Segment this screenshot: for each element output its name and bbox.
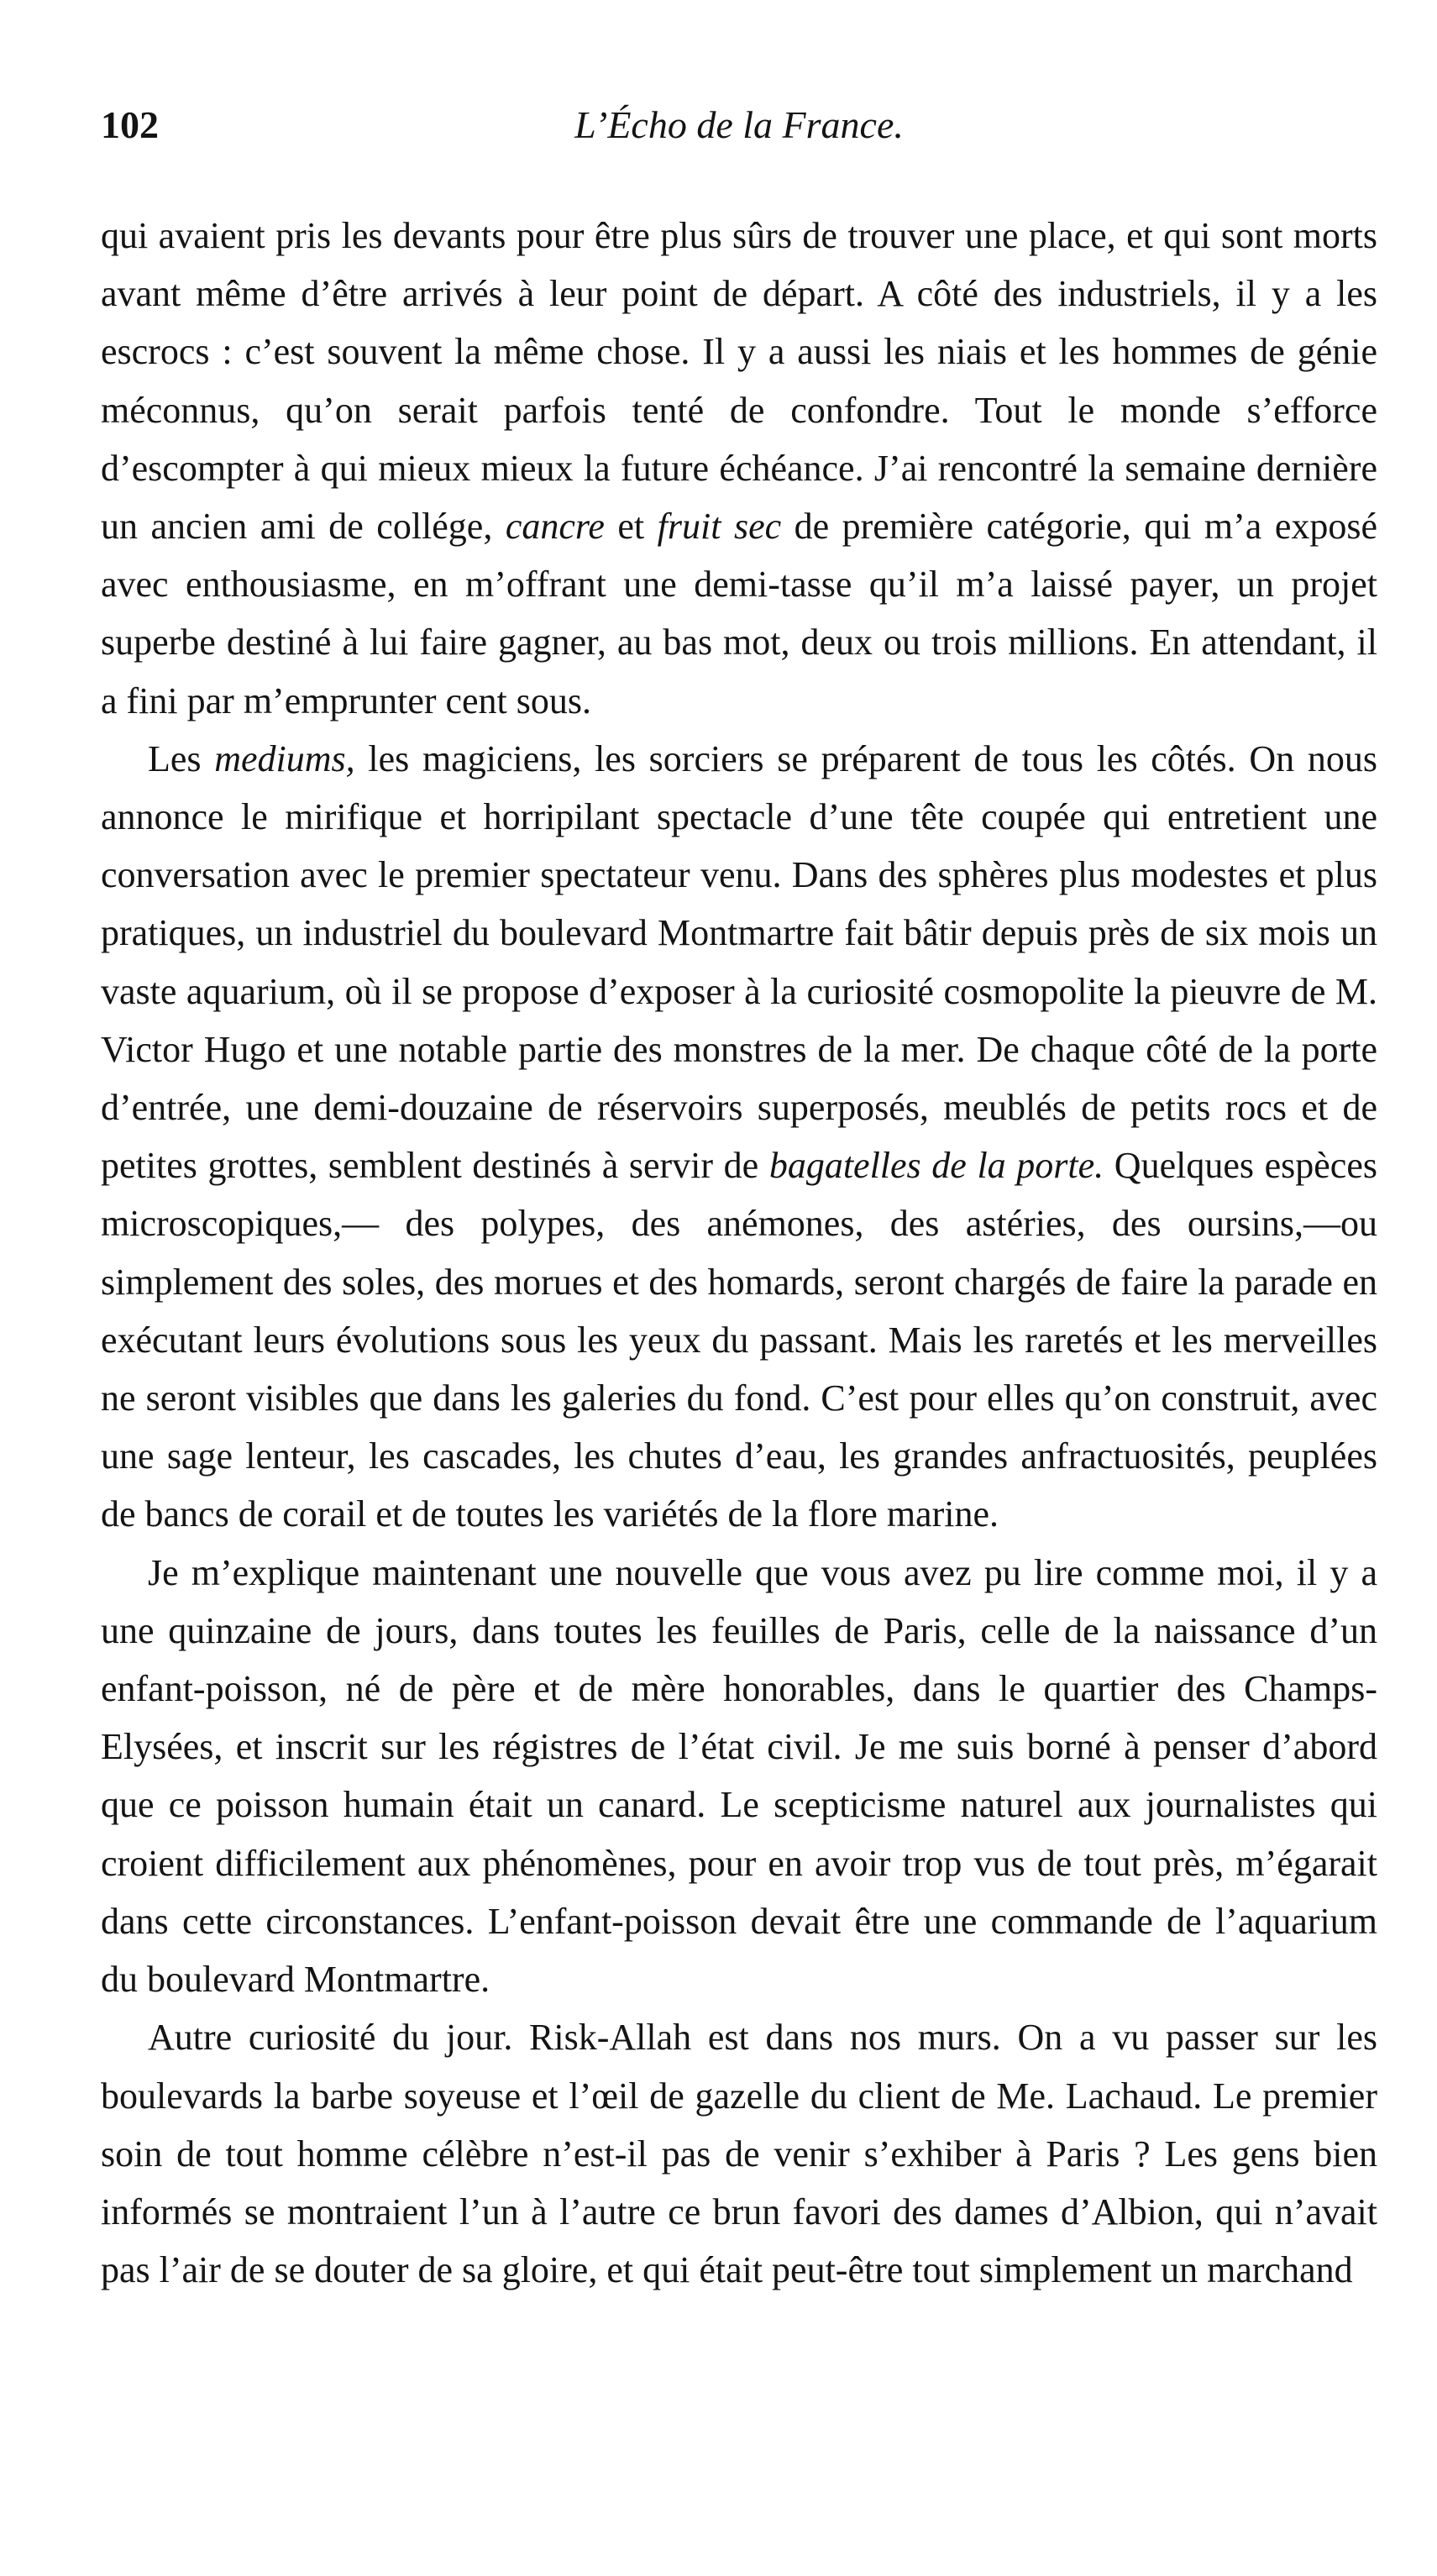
text-run: qui avaient pris les devants pour être plus sûrs de trouver une place, et qui sont morts avant même d’être arrivés à leur point de départ. A côté des industriels, il y a les escrocs : c’est souvent la même chose. Il y a aussi les niais et les hommes de génie méconnus, qu’on serait parfois tenté de confondre. Tout le monde s’efforce d’escompter à qui mieux mieux la future échéance. J’ai rencontré la semaine dernière un ancien ami de collége, — [101, 215, 1377, 548]
text-run: Les — [148, 737, 215, 779]
text-run: Je m’explique maintenant une nouvelle que vous avez pu lire comme moi, il y a une quinzaine de jours, dans toutes les feuilles de Paris, celle de la naissance d’un enfant-poisson, né de père et de mère honorables, dans le quartier des Champs-Elysées, et inscrit sur les régistres de l’état civil. Je me suis borné à penser d’abord que ce poisson humain était un canard. Le scepticisme naturel aux journalistes qui croient difficilement aux phénomènes, pour en avoir trop vus de tout près, m’égarait dans cette circonstances. L’enfant-poisson devait être une commande de l’aquarium du boulevard Montmartre. — [101, 1551, 1377, 2001]
italic-text: fruit sec — [657, 506, 782, 548]
italic-text: mediums, — [214, 737, 355, 779]
running-head — [101, 92, 1377, 160]
text-run: Quelques espèces microscopiques,— des polypes, des anémones, des astéries, des oursins,—ou simplement des soles, des morues et des homards, seront chargés de faire la parade en exécutant leurs évolutions sous les yeux du passant. Mais les raretés et les merveilles ne seront visibles que dans les galeries du fond. C’est pour elles qu’on construit, avec une sage lenteur, les cascades, les chutes d’eau, les grandes anfractuosités, peuplées de bancs de corail et de toutes les variétés de la flore marine. — [101, 1145, 1377, 1535]
paragraph — [101, 730, 1377, 1544]
text-run: et — [604, 506, 658, 548]
paragraph — [101, 207, 1377, 730]
paragraph — [101, 2008, 1377, 2299]
italic-text: bagatelles de la porte. — [768, 1145, 1104, 1187]
text-run: de première catégorie, qui m’a exposé avec enthousiasme, en m’offrant une demi-tasse qu’il m’a laissé payer, un projet superbe destiné à lui faire gagner, au bas mot, deux ou trois millions. En attendant, il a fini par m’emprunter cent sous. — [101, 506, 1378, 721]
book-page — [101, 92, 1377, 2299]
paragraph — [101, 1544, 1377, 2009]
text-run: Autre curiosité du jour. Risk-Allah est dans nos murs. On a vu passer sur les boulevards la barbe soyeuse et l’œil de gazelle du client de Me. Lachaud. Le premier soin de tout homme célèbre n’est-il pas de venir s’exhiber à Paris ? Les gens bien informés se montraient l’un à l’autre ce brun favori des dames d’Albion, qui n’avait pas l’air de se douter de sa gloire, et qui était peut-être tout simplement un marchand — [101, 2017, 1377, 2291]
body-text — [101, 207, 1377, 2299]
page-number: 102 — [101, 103, 159, 146]
running-title: L’Écho de la France. — [574, 103, 904, 146]
text-run: les magiciens, les sorciers se préparent de tous les côtés. On nous annonce le mirifique et horripilant spectacle d’une tête coupée qui entretient une conversation avec le premier spectateur venu. Dans des sphères plus modestes et plus pratiques, un industriel du boulevard Montmartre fait bâtir depuis près de six mois un vaste aquarium, où il se propose d’exposer à la curiosité cosmopolite la pieuvre de M. Victor Hugo et une notable partie des monstres de la mer. De chaque côté de la porte d’entrée, une demi-douzaine de réservoirs superposés, meublés de petits rocs et de petites grottes, semblent destinés à servir de — [101, 737, 1377, 1187]
italic-text: cancre — [505, 506, 605, 548]
